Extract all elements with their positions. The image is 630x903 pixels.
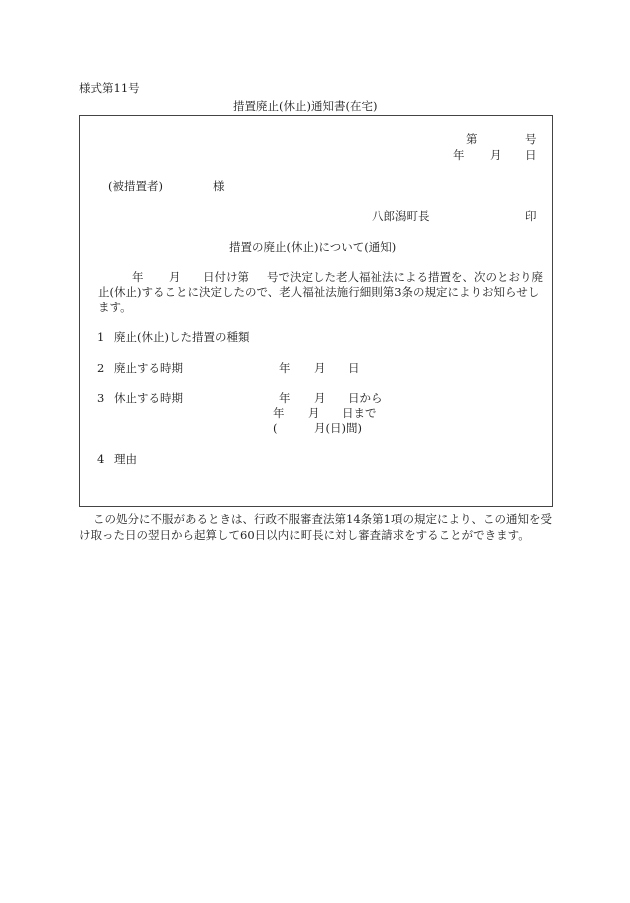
item-number: 4 [97, 452, 105, 466]
from-month: 月 [314, 391, 326, 405]
item-day: 日 [348, 361, 360, 375]
doc-number-go: 号 [525, 132, 537, 146]
document-title: 措置廃止(休止)通知書(在宅) [233, 99, 378, 113]
item-number: 3 [97, 391, 105, 405]
body-year: 年 [132, 270, 144, 284]
item-number: 2 [97, 361, 105, 375]
period-open: ( [273, 421, 278, 435]
recipient-honorific: 様 [213, 179, 225, 193]
from-year: 年 [279, 391, 291, 405]
item-label: 廃止する時期 [114, 361, 183, 375]
subject: 措置の廃止(休止)について(通知) [229, 240, 397, 254]
from-day: 日から [348, 391, 383, 405]
issuer-name: 八郎潟町長 [372, 209, 430, 223]
body-text-1: 号で決定した老人福祉法による措置を、次のとおり廃 [267, 270, 543, 284]
form-number: 様式第11号 [79, 81, 140, 95]
body-day-ref: 日付け第 [203, 270, 249, 284]
to-day: 日まで [342, 406, 377, 420]
date-year: 年 [453, 148, 465, 162]
notice-frame [79, 115, 553, 507]
appeal-line-1: この処分に不服があるときは、行政不服審査法第14条第1項の規定により、この通知を受 [93, 512, 552, 526]
to-year: 年 [273, 406, 285, 420]
date-month: 月 [490, 148, 502, 162]
period-unit: 月(日)間) [314, 421, 362, 435]
seal-mark: 印 [525, 209, 537, 223]
to-month: 月 [308, 406, 320, 420]
body-line-1 [132, 270, 543, 284]
doc-number-dai: 第 [466, 132, 478, 146]
recipient-label: (被措置者) [108, 179, 163, 193]
item-label: 休止する時期 [114, 391, 183, 405]
body-line-2: 止(休止)することに決定したので、老人福祉法施行細則第3条の規定によりお知らせし [98, 285, 540, 299]
item-number: 1 [97, 330, 105, 344]
item-month: 月 [314, 361, 326, 375]
body-month: 月 [169, 270, 181, 284]
item-label: 理由 [114, 452, 137, 466]
item-year: 年 [279, 361, 291, 375]
body-line-3: ます。 [98, 300, 132, 314]
date-day: 日 [525, 148, 537, 162]
item-label: 廃止(休止)した措置の種類 [114, 330, 250, 344]
appeal-line-2: け取った日の翌日から起算して60日以内に町長に対し審査請求をすることができます。 [79, 528, 530, 542]
